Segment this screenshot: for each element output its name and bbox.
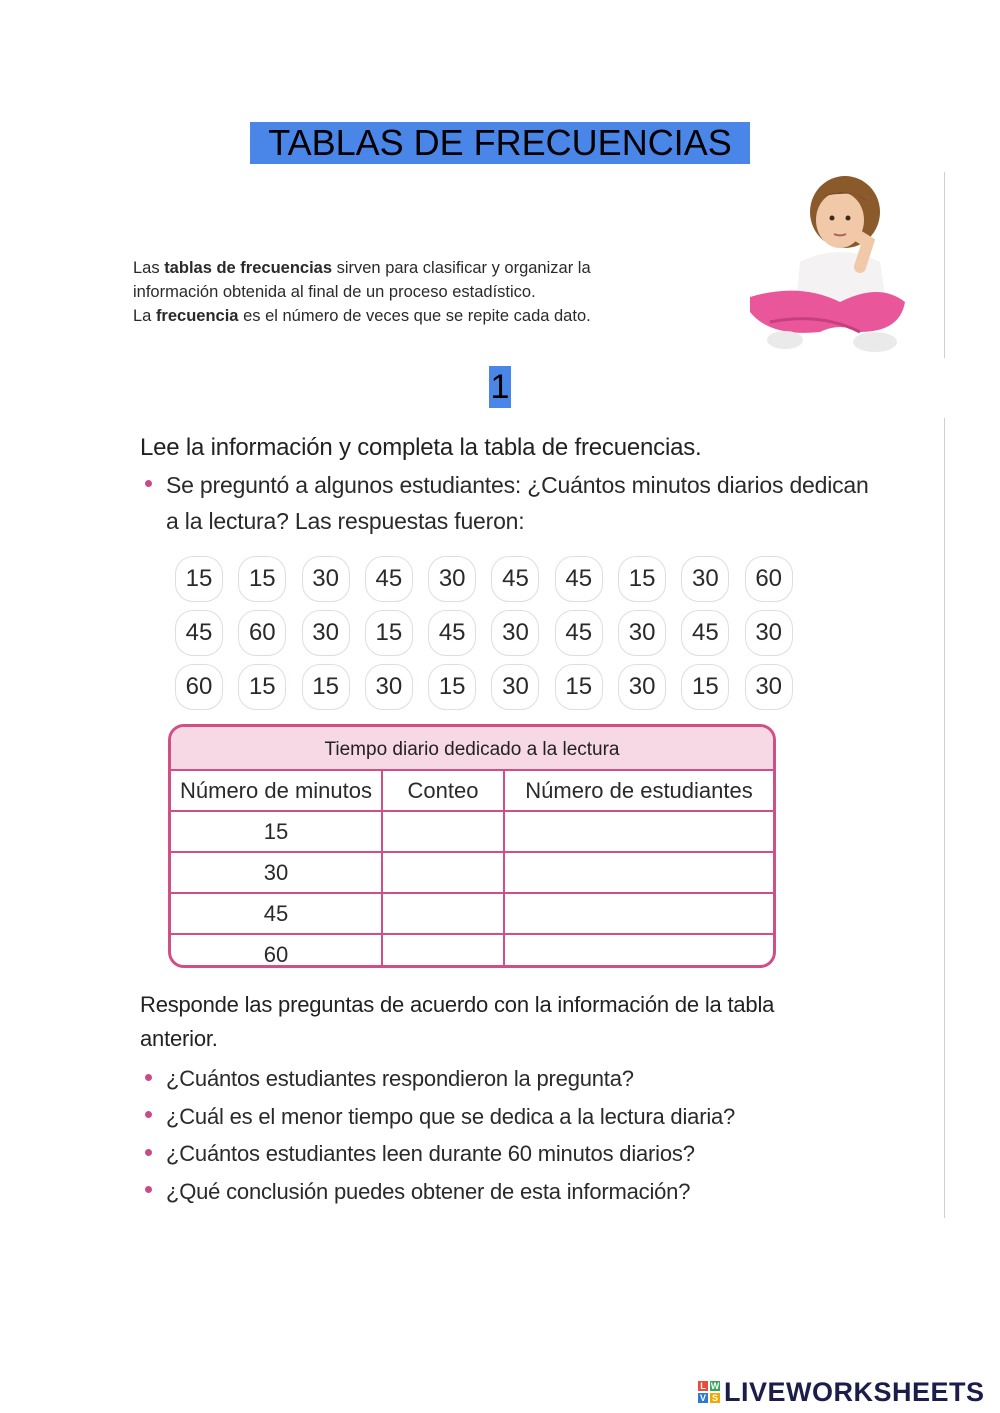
response-chip: 60 xyxy=(238,610,286,656)
table-row xyxy=(171,894,773,935)
intro-text: Las tablas de frecuencias sirven para clasificar y organizar la información obtenida al final de un proceso estadístico. La frecuencia es el número de veces que se repite cada dato. xyxy=(133,259,591,325)
response-chip: 45 xyxy=(555,610,603,656)
response-chip: 45 xyxy=(175,610,223,656)
count-answer-cell[interactable] xyxy=(383,853,505,892)
frequency-table xyxy=(168,724,776,968)
page-border-line xyxy=(944,172,945,358)
response-chip: 30 xyxy=(681,556,729,602)
exercise-number: 1 xyxy=(490,368,510,406)
responses-grid xyxy=(175,556,805,710)
response-chip: 15 xyxy=(238,664,286,710)
table-caption: Tiempo diario dedicado a la lectura xyxy=(171,727,773,771)
response-chip: 45 xyxy=(428,610,476,656)
response-chip: 60 xyxy=(175,664,223,710)
response-chip: 15 xyxy=(365,610,413,656)
count-answer-cell[interactable] xyxy=(383,935,505,968)
response-chip: 15 xyxy=(302,664,350,710)
response-chip: 30 xyxy=(491,664,539,710)
response-chip: 15 xyxy=(555,664,603,710)
question-item: ¿Qué conclusión puedes obtener de esta información? xyxy=(145,1173,735,1211)
response-chip: 30 xyxy=(302,610,350,656)
table-header-row xyxy=(171,771,773,812)
response-chip: 15 xyxy=(681,664,729,710)
page-border-line xyxy=(944,418,945,1218)
table-row xyxy=(171,935,773,968)
response-chip: 30 xyxy=(618,610,666,656)
minutes-cell: 45 xyxy=(171,894,383,933)
minutes-cell: 30 xyxy=(171,853,383,892)
liveworksheets-logo: L W V S LIVEWORKSHEETS xyxy=(699,1376,985,1407)
bullet-icon xyxy=(145,1074,152,1081)
bullet-icon xyxy=(145,1186,152,1193)
response-chip: 15 xyxy=(238,556,286,602)
response-chip: 30 xyxy=(618,664,666,710)
students-answer-cell[interactable] xyxy=(505,812,773,851)
response-chip: 15 xyxy=(175,556,223,602)
header-count: Conteo xyxy=(383,771,505,810)
table-row xyxy=(171,812,773,853)
response-chip: 30 xyxy=(745,610,793,656)
students-answer-cell[interactable] xyxy=(505,894,773,933)
students-answer-cell[interactable] xyxy=(505,853,773,892)
response-chip: 30 xyxy=(491,610,539,656)
instruction-title: Lee la información y completa la tabla de frecuencias. xyxy=(140,434,702,461)
minutes-cell: 60 xyxy=(171,935,383,968)
response-chip: 30 xyxy=(428,556,476,602)
response-chip: 15 xyxy=(618,556,666,602)
response-chip: 45 xyxy=(365,556,413,602)
response-chip: 45 xyxy=(491,556,539,602)
logo-mark-icon: L W V S xyxy=(699,1381,720,1403)
question-item: ¿Cuántos estudiantes respondieron la pregunta? xyxy=(145,1060,735,1098)
girl-thinking-illustration xyxy=(740,172,910,362)
instruction-bullet-continued: a la lectura? Las respuestas fueron: xyxy=(166,508,525,534)
table-row xyxy=(171,853,773,894)
bullet-icon xyxy=(145,480,152,487)
header-students: Número de estudiantes xyxy=(525,778,753,803)
response-chip: 45 xyxy=(681,610,729,656)
header-minutes: Número de minutos xyxy=(171,771,383,810)
bullet-icon xyxy=(145,1111,152,1118)
response-chip: 30 xyxy=(745,664,793,710)
response-chip: 60 xyxy=(745,556,793,602)
questions-title: Responde las preguntas de acuerdo con la información de la tabla anterior. xyxy=(140,992,775,1051)
response-chip: 30 xyxy=(365,664,413,710)
response-chip: 45 xyxy=(555,556,603,602)
question-item: ¿Cuántos estudiantes leen durante 60 minutos diarios? xyxy=(145,1135,735,1173)
worksheet-title: TABLAS DE FRECUENCIAS xyxy=(250,122,750,164)
count-answer-cell[interactable] xyxy=(383,894,505,933)
response-chip: 15 xyxy=(428,664,476,710)
instruction-bullet: Se preguntó a algunos estudiantes: ¿Cuántos minutos diarios dedican xyxy=(145,472,869,499)
question-item: ¿Cuál es el menor tiempo que se dedica a la lectura diaria? xyxy=(145,1098,735,1136)
count-answer-cell[interactable] xyxy=(383,812,505,851)
questions-list xyxy=(145,1060,735,1210)
response-chip: 30 xyxy=(302,556,350,602)
students-answer-cell[interactable] xyxy=(505,935,773,968)
minutes-cell: 15 xyxy=(171,812,383,851)
bullet-icon xyxy=(145,1149,152,1156)
